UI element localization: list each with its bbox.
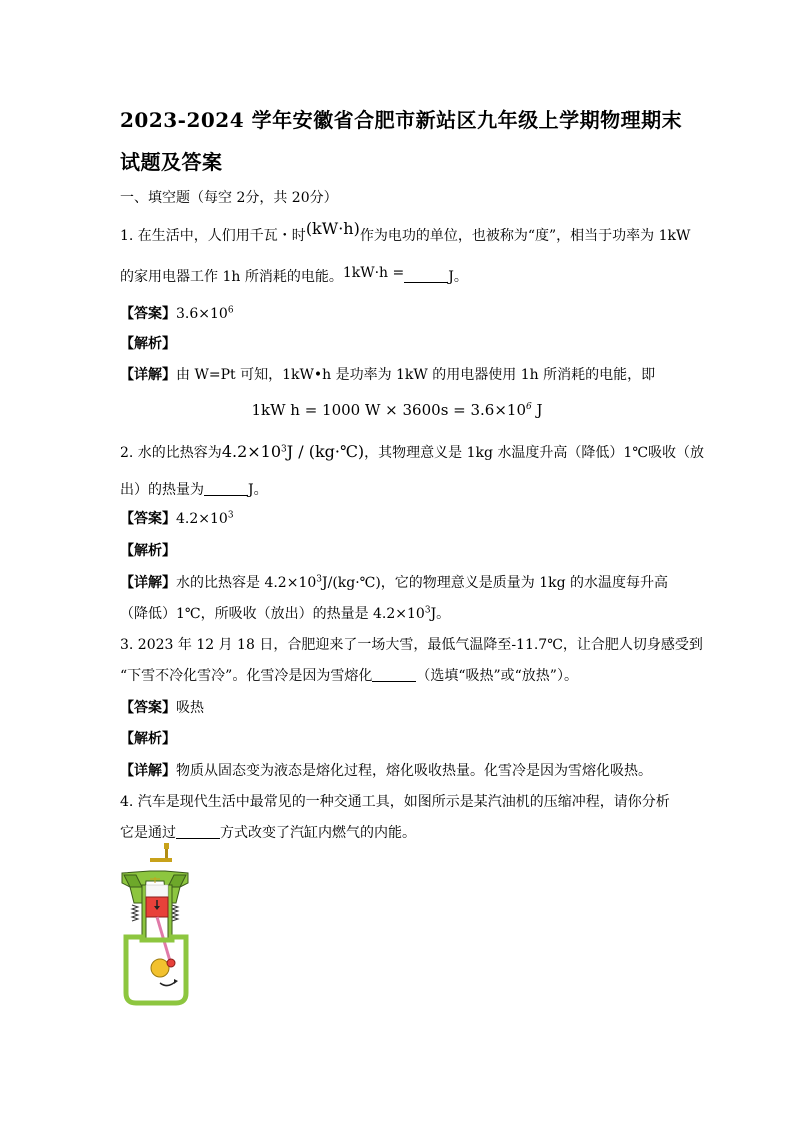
q1-answer-exponent: 6 (227, 305, 234, 316)
q3-answer-blank (372, 667, 416, 682)
q2-analysis-line (120, 540, 176, 560)
question-1-line-1 (120, 219, 691, 245)
question-2-line-1 (120, 442, 704, 462)
q1-text-c: 的家用电器工作 1h 所消耗的电能。 (120, 269, 343, 285)
answer-label: 【答案】 (120, 511, 176, 527)
document-title-line-2: 试题及答案 (120, 150, 223, 174)
q4-text-a: 它是通过 (120, 825, 176, 841)
q2-detail-line-2 (120, 603, 450, 623)
q2-math-a: 4.2×10 (221, 442, 282, 461)
q2-text-b: ，其物理意义是 1kg 水温度升高（降低）1℃吸收（放 (364, 445, 704, 461)
q2-answer: 4.2×10 (176, 511, 228, 527)
q1-answer-blank (404, 268, 448, 283)
question-3-line-1: 3. 2023 年 12 月 18 日，合肥迎来了一场大雪，最低气温降至-11.7℃，让合肥人切身感受到 (120, 637, 703, 653)
analysis-label: 【解析】 (120, 336, 176, 352)
q2-math-exponent: 3 (281, 444, 287, 455)
q1-formula-exponent: 6 (526, 402, 532, 412)
q2-detail-c: （降低）1℃，所吸收（放出）的热量是 4.2×10 (120, 606, 425, 622)
question-1-line-2 (120, 266, 468, 286)
q2-detail-d: J。 (430, 606, 451, 622)
q1-detail-line (120, 364, 655, 384)
q2-answer-exponent: 3 (227, 510, 234, 521)
detail-label: 【详解】 (120, 575, 176, 591)
q2-text-a: 2. 水的比热容为 (120, 445, 222, 461)
q2-detail-line-1 (120, 572, 668, 592)
question-2-line-2 (120, 479, 268, 499)
q2-answer-blank (204, 481, 248, 496)
q2-detail-exponent-2: 3 (424, 605, 431, 616)
answer-label: 【答案】 (120, 306, 176, 322)
question-4-line-2 (120, 822, 416, 842)
q2-unit: J。 (248, 482, 268, 498)
q1-answer: 3.6×10 (176, 306, 228, 322)
detail-label: 【详解】 (120, 763, 176, 779)
crankshaft-icon (151, 959, 169, 977)
q4-text-b: 方式改变了汽缸内燃气的内能。 (220, 825, 416, 841)
document-title-line-1: 2023-2024 学年安徽省合肥市新站区九年级上学期物理期末 (120, 108, 683, 132)
section-heading: 一、填空题（每空 2分，共 20分） (120, 190, 338, 206)
q1-text-b: 作为电功的单位，也被称为“度”，相当于功率为 1kW (359, 228, 691, 244)
q3-text-a: “下雪不冷化雪冷”。化雪冷是因为雪熔化 (120, 668, 373, 684)
answer-label: 【答案】 (120, 700, 176, 716)
q1-detail: 由 W=Pt 可知，1kW•h 是功率为 1kW 的用电器使用 1h 所消耗的电能，即 (176, 367, 656, 383)
q1-unit-math: (kW·h) (305, 219, 360, 238)
q3-detail-line (120, 760, 652, 780)
q3-detail: 物质从固态变为液态是熔化过程，熔化吸收热量。化雪冷是因为雪熔化吸热。 (176, 763, 652, 779)
q3-text-b: （选填“吸热”或“放热”）。 (416, 668, 578, 684)
q2-math-b: J / (kg·℃) (286, 442, 365, 461)
q1-unit: J。 (448, 269, 468, 285)
gasoline-engine-compression-stroke-icon (120, 843, 190, 1008)
q2-answer-line (120, 508, 234, 528)
analysis-label: 【解析】 (120, 543, 176, 559)
q3-answer-line (120, 697, 204, 717)
question-4-line-1: 4. 汽车是现代生活中最常见的一种交通工具，如图所示是某汽油机的压缩冲程，请你分析 (120, 794, 670, 810)
q1-formula-main: 1kW h = 1000 W × 3600s = 3.6×10 (251, 401, 527, 419)
q2-detail-a: 水的比热容是 4.2×10 (176, 575, 317, 591)
question-3-line-2 (120, 665, 578, 685)
q1-equation-math: 1kW·h = (342, 265, 405, 281)
q2-detail-b: J/(kg·℃)，它的物理意义是质量为 1kg 的水温度每升高 (322, 575, 669, 591)
analysis-label: 【解析】 (120, 731, 176, 747)
detail-label: 【详解】 (120, 367, 176, 383)
q1-text-a: 1. 在生活中，人们用千瓦・时 (120, 228, 306, 244)
q4-answer-blank (176, 824, 220, 839)
q3-analysis-line (120, 728, 176, 748)
q1-formula-unit: J (531, 401, 543, 419)
q2-detail-exponent: 3 (316, 574, 322, 585)
q1-analysis-line (120, 333, 176, 353)
q3-answer: 吸热 (176, 700, 204, 716)
q1-answer-line (120, 303, 234, 323)
q1-formula (0, 401, 794, 419)
spark-plug-tip-icon (164, 843, 169, 849)
q2-text-c: 出）的热量为 (120, 482, 204, 498)
